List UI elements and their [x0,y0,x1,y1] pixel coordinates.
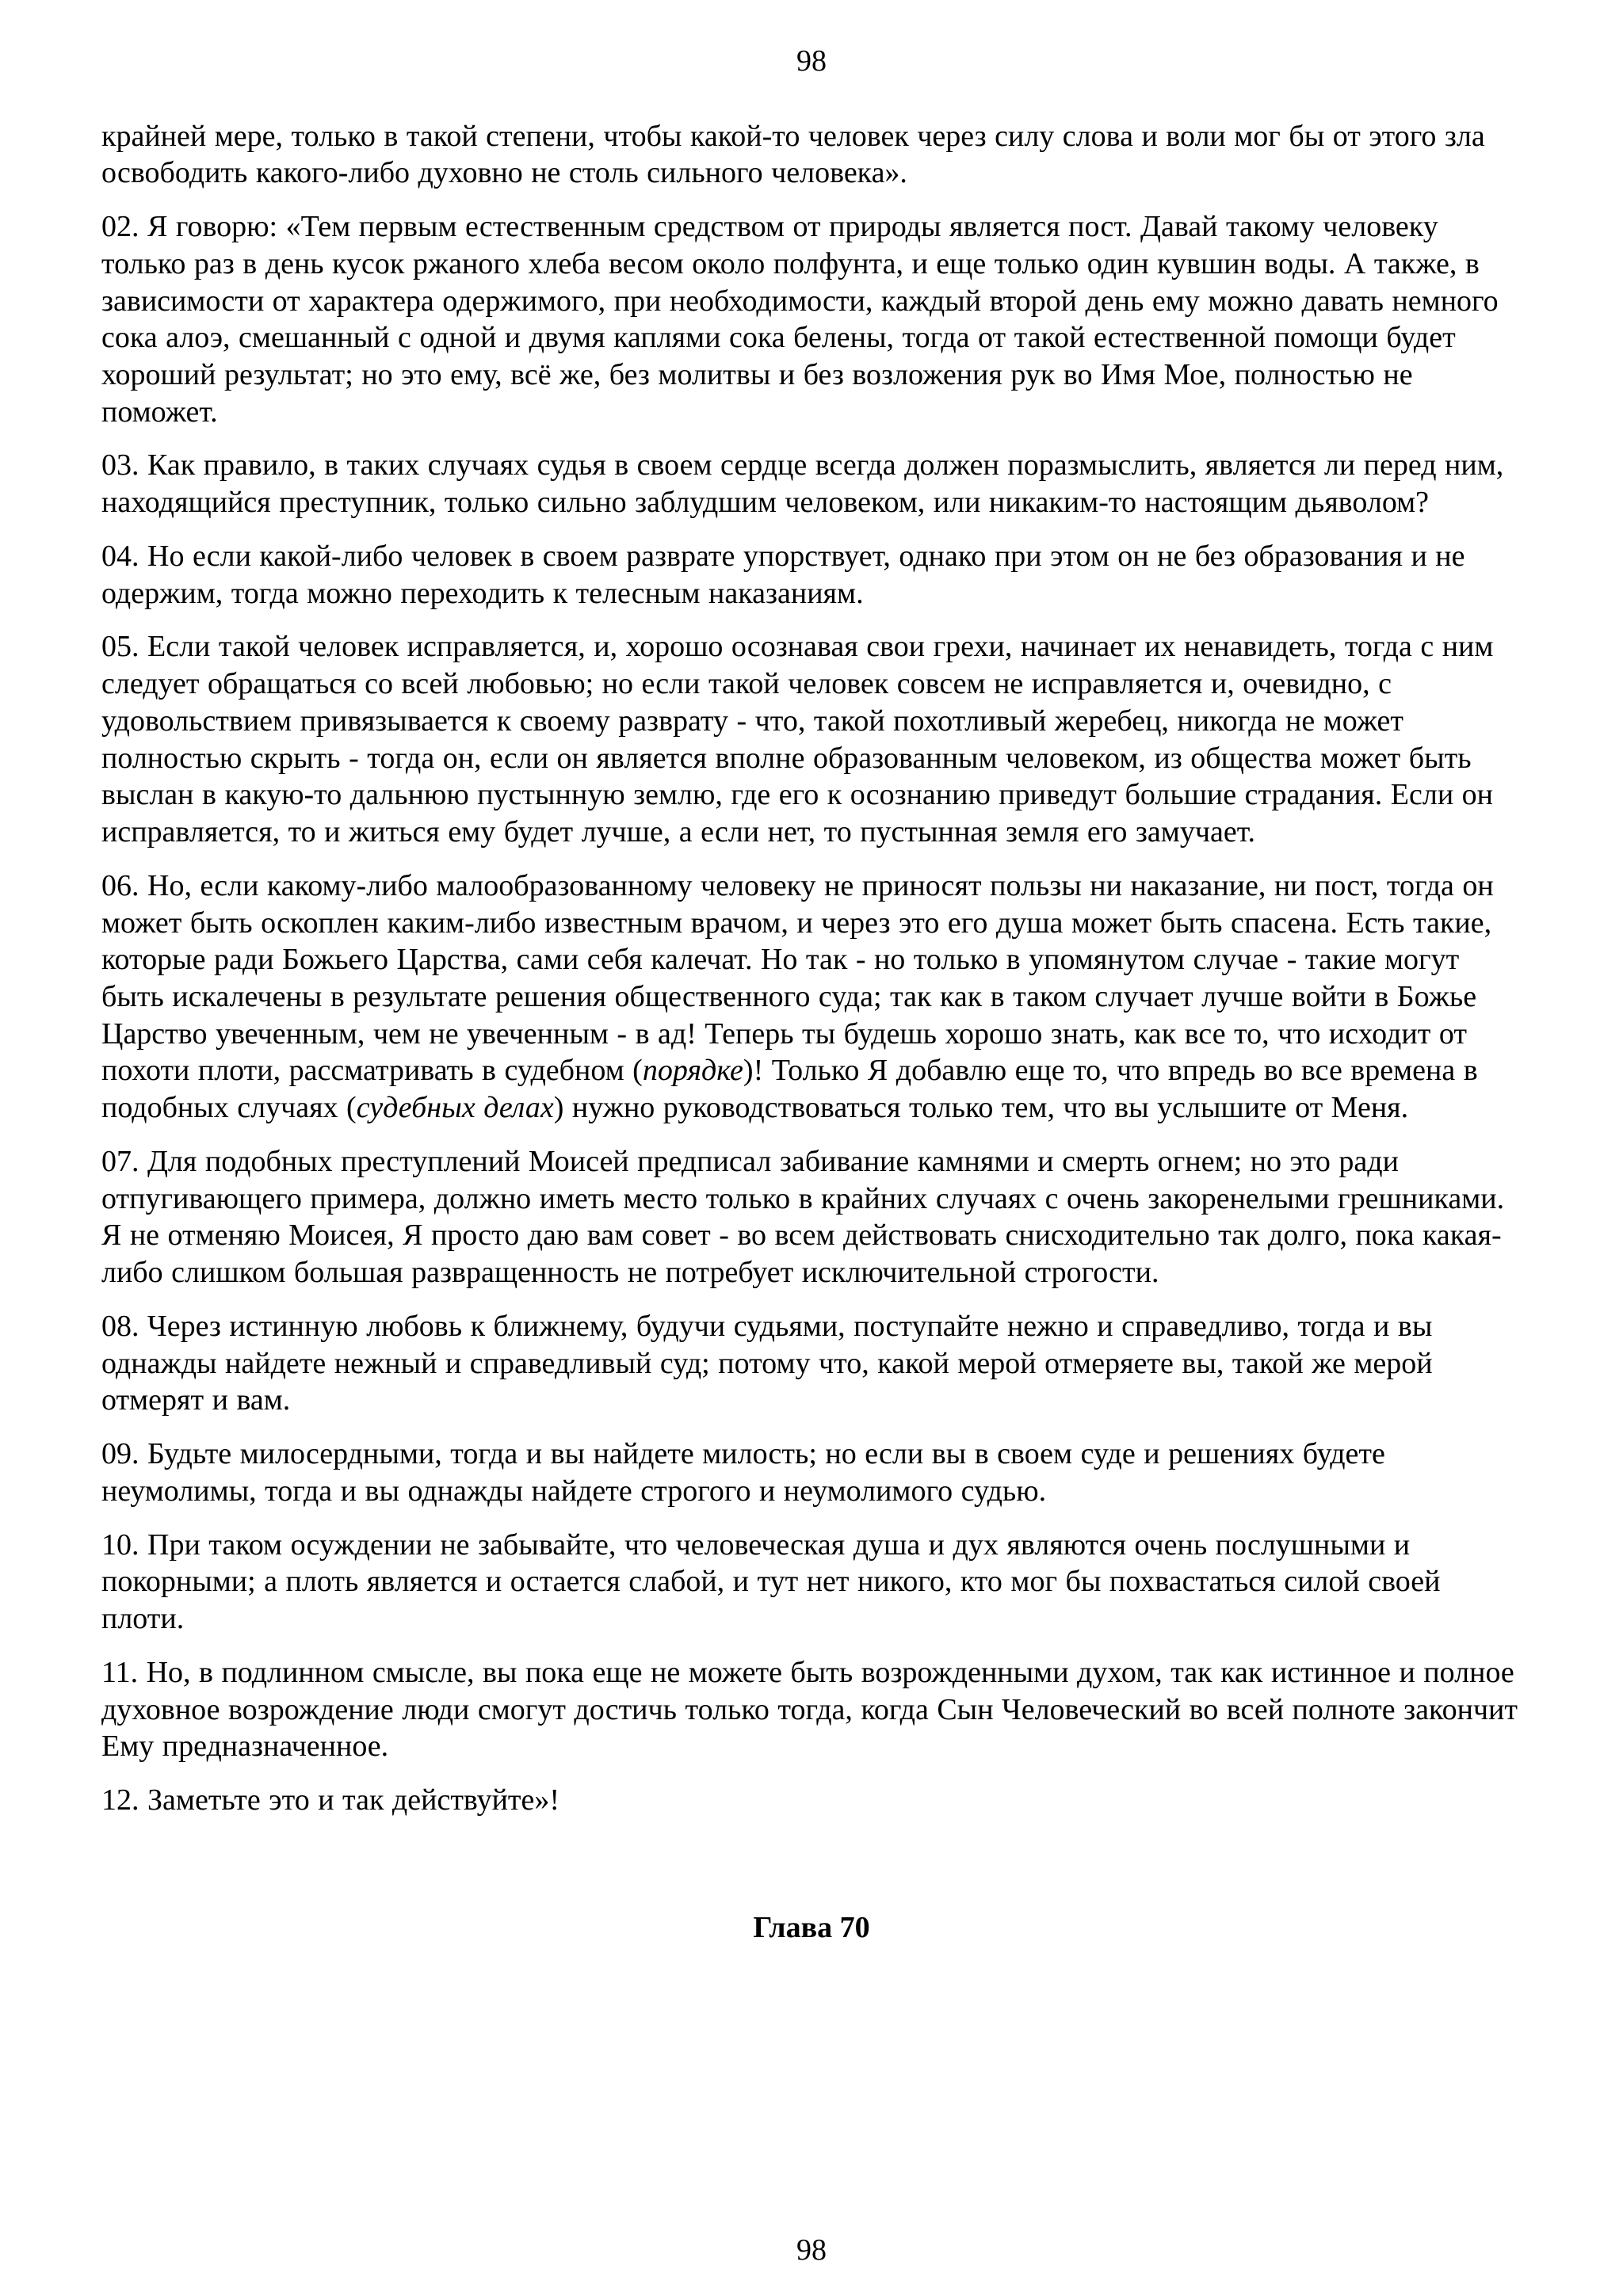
paragraph [101,208,1522,430]
paragraph-text-run: )! Только Я добавлю еще то, что впредь во все времена в подобных случаях ( [101,1054,1478,1125]
paragraph-text-run: 09. Будьте милосердными, тогда и вы найдете милость; но если вы в своем суде и решениях будете неумолимы, тогда и вы однажды найдете строгого и неумолимого судью. [101,1437,1385,1508]
paragraph-text-run: 06. Но, если какому-либо малообразованному человеку не приносят пользы ни наказание, ни пост, тогда он может быть оскоплен каким-либо известным врачом, и через это его душа может быть спасена. Есть такие, которые ради Божьего Царства, сами себя калечат. Но так - но только в упомянутом случае - такие могут быть искалечены в результате решения общественного суда; так как в таком случает лучше войти в Божье Царство увеченным, чем не увеченным - в ад! Теперь ты будешь хорошо знать, как все то, что исходит от похоти плоти, рассматривать в судебном ( [101,868,1494,1088]
paragraph-italic-run: порядке [642,1054,743,1088]
paragraph-text-run: 07. Для подобных преступлений Моисей предписал забивание камнями и смерть огнем; но это ради отпугивающего примера, должно иметь место только в крайних случаях с очень закоренелыми грешниками. Я не отменяю Моисея, Я просто даю вам совет - во всем действовать снисходительно так долго, пока какая-либо слишком большая развращенность не потребует исключительной строгости. [101,1144,1505,1290]
paragraph [101,1782,1522,1819]
paragraph [101,1436,1522,1509]
paragraph-text-run: крайней мере, только в такой степени, чтобы какой-то человек через силу слова и воли мог бы от этого зла освободить какого-либо духовно не столь сильного человека». [101,119,1485,190]
paragraph-text-run: 08. Через истинную любовь к ближнему, будучи судьями, поступайте нежно и справедливо, тогда и вы однажды найдете нежный и справедливый суд; потому что, какой мерой отмеряете вы, такой же мерой отмерят и вам. [101,1309,1433,1417]
paragraph [101,1308,1522,1419]
paragraph-text-run: 10. При таком осуждении не забывайте, что человеческая душа и дух являются очень послушными и покорными; а плоть является и остается слабой, и тут нет никого, кто мог бы похвастаться силой своей плоти. [101,1527,1441,1636]
paragraph [101,1654,1522,1765]
paragraph [101,538,1522,612]
chapter-heading: Глава 70 [753,1910,870,1944]
paragraph [101,118,1522,192]
paragraph-text-run: 02. Я говорю: «Тем первым естественным средством от природы является пост. Давай такому человеку только раз в день кусок ржаного хлеба весом около полфунта, и еще только один кувшин воды. А также, в зависимости от характера одержимого, при необходимости, каждый второй день ему можно давать немного сока алоэ, смешанный с одной и двумя каплями сока белены, тогда от такой естественной помощи будет хороший результат; но это ему, всё же, без молитвы и без возложения рук во Имя Мое, полностью не поможет. [101,210,1499,429]
paragraph-text-run: 12. Заметьте это и так действуйте»! [101,1783,560,1817]
paragraph-italic-run: судебных делах [356,1091,554,1125]
paragraph [101,1527,1522,1638]
paragraph-text-run: 04. Но если какой-либо человек в своем разврате упорствует, однако при этом он не без образования и не одержим, тогда можно переходить к телесным наказаниям. [101,539,1465,610]
paragraph-text-run: 03. Как правило, в таких случаях судья в своем сердце всегда должен поразмыслить, является ли перед ним, находящийся преступник, только сильно заблудшим человеком, или никаким-то настоящим дьяволом? [101,448,1504,520]
header-page-number: 98 [796,44,827,78]
paragraph-text-run: 11. Но, в подлинном смысле, вы пока еще не можете быть возрожденными духом, так как истинное и полное духовное возрождение люди смогут достичь только тогда, когда Сын Человеческий во всей полноте закончит Ему предназначенное. [101,1655,1518,1764]
paragraph-text-run: ) нужно руководствоваться только тем, что вы услышите от Меня. [553,1091,1409,1125]
paragraph-text-run: 05. Если такой человек исправляется, и, хорошо осознавая свои грехи, начинает их ненавидеть, тогда с ним следует обращаться со всей любовью; но если такой человек совсем не исправляется и, очевидно, с удовольствием привязывается к своему разврату - что, такой похотливый жеребец, никогда не может полностью скрыть - тогда он, если он является вполне образованным человеком, из общества может быть выслан в какую-то дальнюю пустынную землю, где его к осознанию приведут большие страдания. Если он исправляется, то и житься ему будет лучше, а если нет, то пустынная земля его замучает. [101,630,1494,849]
paragraph [101,868,1522,1127]
footer-page-number: 98 [796,2233,827,2267]
paragraph [101,1143,1522,1291]
paragraph [101,447,1522,521]
paragraph [101,628,1522,850]
paragraphs-container [101,118,1522,1819]
